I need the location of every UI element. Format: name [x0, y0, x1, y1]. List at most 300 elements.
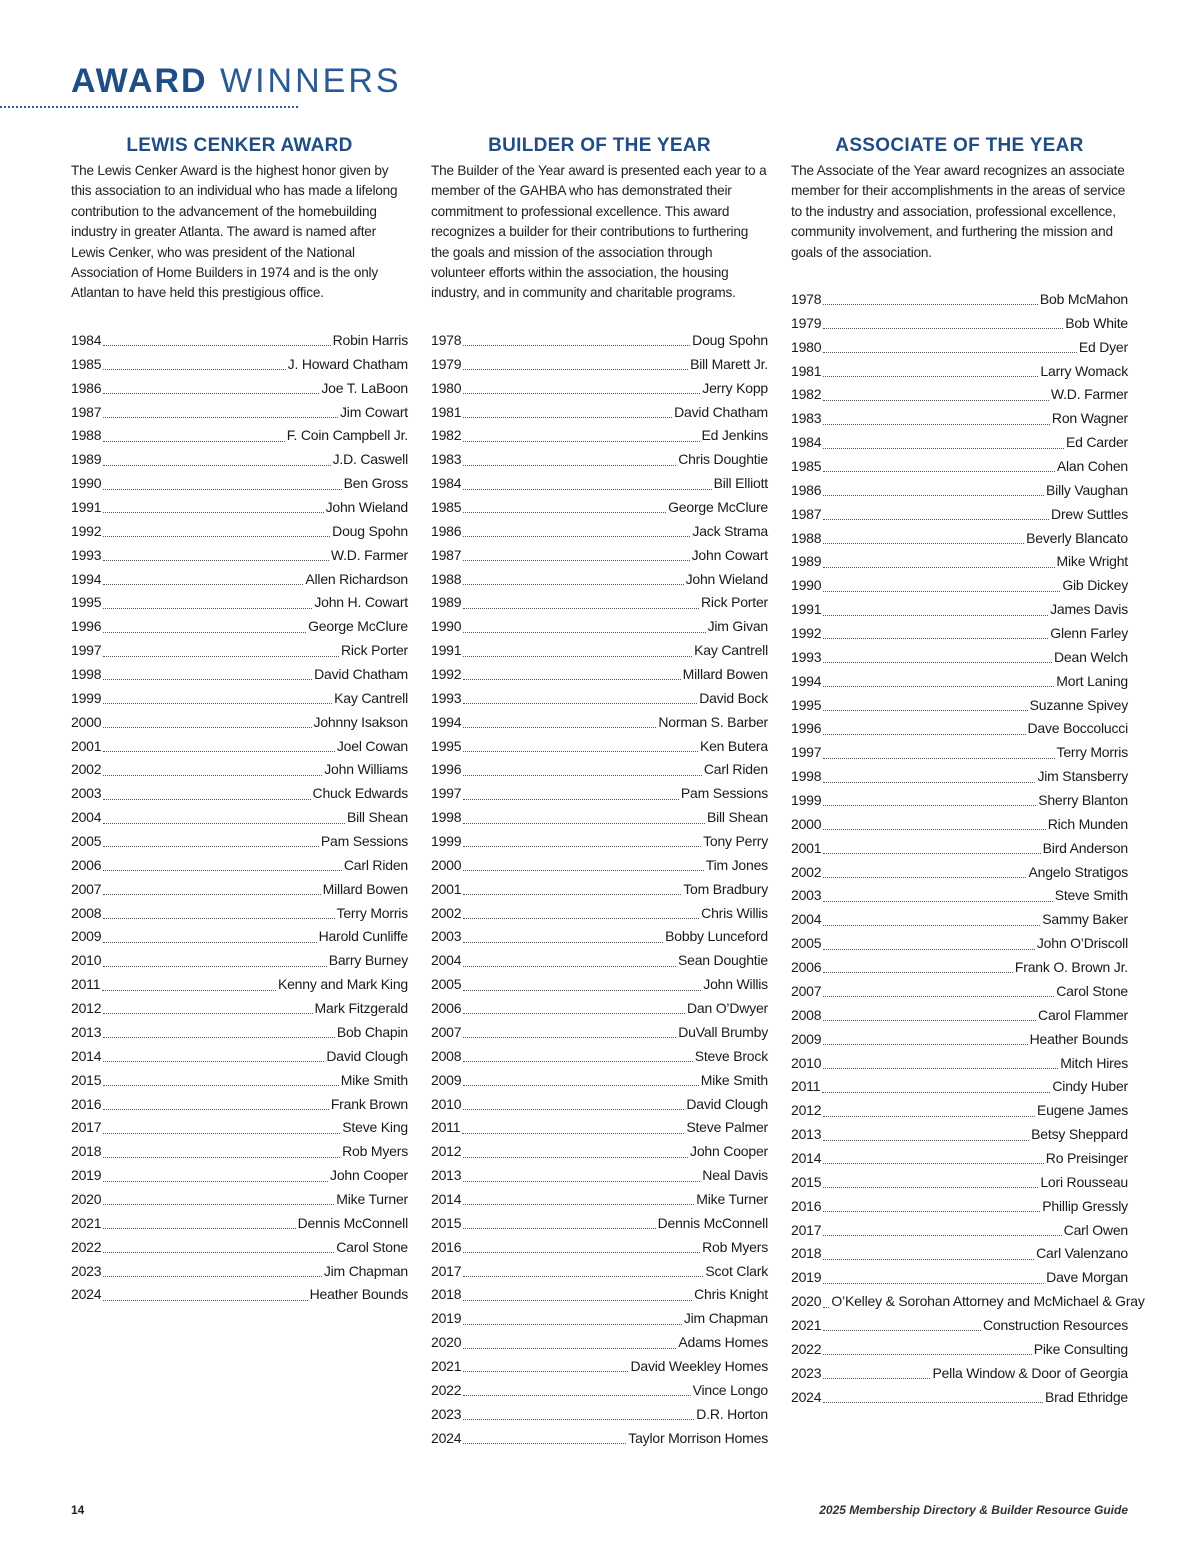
winner-name: Suzanne Spivey — [1029, 696, 1128, 713]
winner-row — [71, 1212, 408, 1236]
winner-row — [431, 711, 768, 735]
winner-name: Terry Morris — [1056, 744, 1128, 761]
associate-of-year-column — [791, 135, 1145, 1405]
winner-name: Bob McMahon — [1039, 291, 1128, 307]
winner-row — [71, 520, 408, 544]
winner-name: Sean Doughtie — [677, 952, 768, 969]
winner-name: Chris Willis — [701, 904, 768, 921]
dot-leader — [823, 1140, 1029, 1141]
dot-leader — [463, 1109, 684, 1110]
winner-year: 2010 — [71, 952, 102, 969]
column-title: BUILDER OF THE YEAR — [488, 135, 711, 156]
dot-leader — [822, 1092, 1050, 1093]
winner-name: Billy Vaughan — [1046, 481, 1128, 498]
dot-leader — [103, 1133, 340, 1134]
winner-row — [431, 615, 768, 639]
winner-row — [791, 431, 1128, 455]
winner-name: Sherry Blanton — [1038, 792, 1128, 809]
winner-year: 2017 — [71, 1119, 102, 1136]
winner-year: 2014 — [791, 1149, 822, 1166]
dot-leader — [823, 1020, 1036, 1021]
winner-name: Mitch Hires — [1060, 1054, 1128, 1071]
winner-name: Mike Turner — [336, 1190, 408, 1207]
winner-year: 2020 — [71, 1190, 102, 1207]
winner-year: 1980 — [431, 379, 462, 396]
winner-name: Chuck Edwards — [312, 785, 408, 802]
winner-year: 1992 — [791, 625, 822, 642]
winner-row — [71, 377, 408, 401]
winner-name: J.D. Caswell — [332, 451, 408, 468]
dot-leader — [823, 877, 1026, 878]
winner-year: 2017 — [431, 1262, 462, 1279]
winner-year: 2011 — [71, 976, 101, 993]
dot-leader — [103, 1085, 338, 1086]
winner-row — [71, 925, 408, 949]
winner-year: 1986 — [791, 481, 822, 498]
winner-year: 1995 — [791, 696, 822, 713]
dot-leader — [103, 775, 322, 776]
dot-leader — [103, 846, 319, 847]
winner-year: 2002 — [791, 863, 822, 880]
dot-leader — [463, 1204, 694, 1205]
winner-name: Tom Bradbury — [683, 880, 768, 897]
winner-row — [431, 568, 768, 592]
winner-year: 1998 — [431, 809, 462, 826]
winner-name: Frank Brown — [330, 1095, 408, 1112]
dot-leader — [823, 1330, 981, 1331]
winner-year: 2018 — [791, 1245, 822, 1262]
winner-year: 2011 — [431, 1119, 461, 1136]
winner-row — [431, 1116, 768, 1140]
winner-row — [71, 663, 408, 687]
winner-name: Carl Valenzano — [1036, 1245, 1128, 1262]
winner-name: Dave Boccolucci — [1027, 720, 1128, 737]
winner-row — [791, 1075, 1128, 1099]
winner-row — [431, 639, 768, 663]
winner-name: Bill Shean — [706, 809, 768, 826]
winner-row — [431, 1355, 768, 1379]
winner-row — [431, 663, 768, 687]
winner-row — [791, 1338, 1128, 1362]
winner-name: Johnny Isakson — [313, 713, 408, 730]
winner-name: Cindy Huber — [1052, 1078, 1128, 1095]
winner-row — [431, 1188, 768, 1212]
winner-row — [791, 1123, 1128, 1147]
winner-row — [71, 329, 408, 353]
dot-leader — [823, 471, 1054, 472]
winner-year: 2013 — [71, 1023, 102, 1040]
winner-name: Jim Cowart — [339, 403, 408, 420]
winner-year: 2001 — [791, 839, 822, 856]
winner-name: Eugene James — [1037, 1102, 1128, 1119]
winner-row — [71, 902, 408, 926]
winner-row — [431, 401, 768, 425]
winner-row — [791, 956, 1128, 980]
winner-name: Allen Richardson — [305, 570, 408, 587]
page-title — [71, 64, 402, 98]
winner-row — [791, 980, 1128, 1004]
winner-year: 2016 — [71, 1095, 102, 1112]
winner-year: 2000 — [431, 856, 462, 873]
dot-leader — [463, 894, 681, 895]
dot-leader — [463, 536, 690, 537]
winner-row — [791, 1004, 1128, 1028]
dot-leader — [103, 727, 311, 728]
winner-year: 2009 — [71, 928, 102, 945]
winner-name: Carol Stone — [336, 1238, 408, 1255]
winner-year: 2008 — [71, 904, 102, 921]
dot-leader — [463, 1300, 692, 1301]
dot-leader — [823, 1402, 1043, 1403]
winner-name: Ed Jenkins — [701, 427, 768, 444]
winner-year: 2007 — [791, 982, 822, 999]
dot-leader — [823, 1259, 1034, 1260]
dot-leader — [463, 1276, 703, 1277]
winner-row — [431, 854, 768, 878]
winner-name: James Davis — [1050, 601, 1128, 618]
winner-name: Construction Resources — [983, 1316, 1128, 1333]
dot-leader — [823, 448, 1064, 449]
winner-name: Mort Laning — [1056, 672, 1128, 689]
winner-name: Sammy Baker — [1042, 911, 1128, 928]
winner-row — [431, 520, 768, 544]
dot-leader — [463, 918, 699, 919]
winner-row — [791, 312, 1128, 336]
winner-year: 1988 — [71, 427, 102, 444]
winner-row — [71, 806, 408, 830]
winner-row — [791, 1099, 1128, 1123]
dot-leader — [823, 519, 1049, 520]
winner-year: 2000 — [791, 815, 822, 832]
winner-row — [71, 830, 408, 854]
dot-leader — [103, 942, 316, 943]
winner-year: 2021 — [431, 1357, 462, 1374]
winner-row — [791, 861, 1128, 885]
dot-leader — [103, 417, 338, 418]
dot-leader — [463, 1157, 688, 1158]
column-description: The Associate of the Year award recognizes an associate member for their accomplishments in the areas of service to the industry and association, professional excellence, community involvement, and furthering the mission and goals of the association. — [791, 163, 1126, 260]
winner-year: 2009 — [431, 1071, 462, 1088]
winners-list — [71, 329, 408, 1307]
dot-leader — [463, 679, 680, 680]
winner-year: 1992 — [431, 666, 462, 683]
dot-leader — [463, 512, 666, 513]
winner-name: Steve Palmer — [686, 1119, 768, 1136]
dot-leader — [823, 972, 1013, 973]
winner-row — [791, 455, 1128, 479]
winner-year: 2016 — [431, 1238, 462, 1255]
winner-year: 2008 — [431, 1047, 462, 1064]
dot-leader — [103, 1037, 334, 1038]
dot-leader — [823, 782, 1035, 783]
winner-row — [431, 735, 768, 759]
page-number: 14 — [71, 1503, 85, 1517]
winner-name: George McClure — [668, 499, 768, 516]
winner-name: Pike Consulting — [1033, 1340, 1128, 1357]
winner-row — [71, 687, 408, 711]
dot-leader — [103, 703, 332, 704]
winner-name: Jerry Kopp — [702, 379, 768, 396]
winner-year: 1998 — [791, 768, 822, 785]
winner-row — [431, 1140, 768, 1164]
dot-leader — [103, 632, 306, 633]
winner-year: 1996 — [71, 618, 102, 635]
winner-year: 1987 — [791, 505, 822, 522]
winner-name: Chris Knight — [694, 1286, 768, 1303]
winner-row — [431, 902, 768, 926]
dot-leader — [103, 823, 345, 824]
winner-name: Glenn Farley — [1050, 625, 1128, 642]
winner-year: 2015 — [791, 1173, 822, 1190]
winner-name: Pam Sessions — [320, 833, 408, 850]
winner-row — [71, 1236, 408, 1260]
winner-row — [431, 1236, 768, 1260]
dot-leader — [823, 591, 1060, 592]
winner-name: Carol Stone — [1056, 982, 1128, 999]
winner-row — [71, 1045, 408, 1069]
winner-year: 1999 — [431, 833, 462, 850]
winner-year: 1984 — [791, 434, 822, 451]
winner-year: 2012 — [71, 1000, 102, 1017]
winner-row — [71, 949, 408, 973]
winner-name: Dean Welch — [1053, 648, 1128, 665]
dot-leader — [103, 584, 303, 585]
winner-name: Jack Strama — [692, 522, 768, 539]
winner-row — [431, 1021, 768, 1045]
dot-leader — [463, 345, 690, 346]
winner-year: 1985 — [71, 355, 102, 372]
winner-year: 2003 — [791, 887, 822, 904]
winner-year: 2006 — [431, 1000, 462, 1017]
dot-leader — [823, 710, 1027, 711]
dot-leader — [823, 615, 1048, 616]
winner-name: Bird Anderson — [1042, 839, 1128, 856]
winner-year: 1990 — [71, 475, 102, 492]
winner-row — [791, 407, 1128, 431]
winner-name: Dave Morgan — [1046, 1269, 1128, 1286]
dot-leader — [823, 328, 1063, 329]
winner-name: Kenny and Mark King — [277, 976, 408, 993]
winner-year: 2000 — [71, 713, 102, 730]
dot-leader — [103, 1157, 340, 1158]
winner-year: 2013 — [791, 1126, 822, 1143]
dot-leader — [463, 560, 689, 561]
dot-leader — [103, 1204, 334, 1205]
winner-name: Frank O. Brown Jr. — [1014, 959, 1128, 976]
winner-year: 2014 — [71, 1047, 102, 1064]
winner-row — [431, 1069, 768, 1093]
dot-leader — [102, 990, 276, 991]
winner-year: 2019 — [791, 1269, 822, 1286]
winner-name: Carl Riden — [703, 761, 768, 778]
winner-name: Jim Chapman — [683, 1310, 768, 1327]
dot-leader — [463, 632, 705, 633]
winner-name: Barry Burney — [328, 952, 408, 969]
winner-year: 2018 — [431, 1286, 462, 1303]
lewis-cenker-column — [71, 135, 408, 1303]
dot-leader — [463, 489, 711, 490]
winner-year: 2015 — [71, 1071, 102, 1088]
winner-year: 2012 — [791, 1102, 822, 1119]
winner-row — [71, 973, 408, 997]
winner-name: John Wieland — [325, 499, 408, 516]
winner-row — [791, 1290, 1145, 1314]
winner-name: Dan O’Dwyer — [686, 1000, 768, 1017]
winner-row — [791, 646, 1128, 670]
winner-name: John H. Cowart — [314, 594, 408, 611]
winner-row — [431, 687, 768, 711]
winner-name: Millard Bowen — [682, 666, 768, 683]
dot-leader — [103, 870, 342, 871]
winner-year: 1984 — [431, 475, 462, 492]
winner-year: 1993 — [791, 648, 822, 665]
dot-leader — [103, 1013, 312, 1014]
dot-leader — [823, 829, 1045, 830]
winner-row — [71, 1069, 408, 1093]
winner-name: Bobby Lunceford — [665, 928, 768, 945]
winner-row — [791, 360, 1128, 384]
winner-row — [431, 424, 768, 448]
winner-name: Betsy Sheppard — [1031, 1126, 1128, 1143]
dot-leader — [103, 1300, 307, 1301]
winner-row — [431, 806, 768, 830]
winner-year: 2005 — [791, 935, 822, 952]
dot-leader — [823, 1044, 1027, 1045]
winner-name: Rich Munden — [1047, 815, 1128, 832]
dot-leader — [463, 823, 705, 824]
winner-row — [791, 288, 1128, 312]
winner-row — [71, 878, 408, 902]
winner-name: Harold Cunliffe — [318, 928, 408, 945]
winner-row — [71, 1260, 408, 1284]
winner-row — [791, 1171, 1128, 1195]
winner-year: 1979 — [791, 314, 822, 331]
winner-year: 1983 — [431, 451, 462, 468]
winner-year: 1990 — [431, 618, 462, 635]
winner-row — [431, 329, 768, 353]
winner-year: 1986 — [431, 522, 462, 539]
dot-leader — [823, 1187, 1038, 1188]
dot-leader — [103, 465, 330, 466]
dot-leader — [463, 608, 699, 609]
winner-year: 2004 — [791, 911, 822, 928]
page-title-light: WINNERS — [220, 62, 402, 100]
winner-year: 2015 — [431, 1214, 462, 1231]
winner-year: 1997 — [791, 744, 822, 761]
dot-leader — [463, 846, 701, 847]
dot-leader — [463, 1181, 700, 1182]
winner-name: Adams Homes — [678, 1334, 768, 1351]
winner-row — [791, 837, 1128, 861]
winner-name: David Chatham — [314, 666, 408, 683]
winner-name: Ro Preisinger — [1045, 1149, 1128, 1166]
winner-row — [71, 496, 408, 520]
dot-leader — [823, 901, 1052, 902]
guide-title: 2025 Membership Directory & Builder Resource Guide — [819, 1503, 1128, 1517]
winner-name: Steve Brock — [694, 1047, 768, 1064]
dot-leader — [103, 441, 284, 442]
dot-leader — [823, 1211, 1040, 1212]
dot-leader — [823, 400, 1049, 401]
dot-leader — [823, 352, 1076, 353]
dot-leader — [103, 536, 330, 537]
winner-name: Mike Wright — [1056, 553, 1128, 570]
winner-row — [71, 1116, 408, 1140]
winner-name: Brad Ethridge — [1044, 1388, 1128, 1405]
dot-leader — [463, 727, 656, 728]
winner-row — [791, 1242, 1128, 1266]
winner-year: 1989 — [71, 451, 102, 468]
winner-row — [71, 424, 408, 448]
dot-leader — [463, 417, 672, 418]
winner-year: 1982 — [431, 427, 462, 444]
winner-name: David Clough — [686, 1095, 768, 1112]
winner-row — [791, 527, 1128, 551]
winner-row — [431, 591, 768, 615]
dot-leader — [823, 1163, 1043, 1164]
winner-name: Bill Marett Jr. — [690, 355, 768, 372]
winner-year: 1982 — [791, 386, 822, 403]
winner-name: Chris Doughtie — [678, 451, 768, 468]
winner-name: Carol Flammer — [1038, 1006, 1128, 1023]
winner-row — [791, 1362, 1128, 1386]
winner-row — [71, 639, 408, 663]
winner-year: 1994 — [791, 672, 822, 689]
winner-year: 2007 — [431, 1023, 462, 1040]
winner-row — [431, 1260, 768, 1284]
dot-leader — [823, 638, 1048, 639]
winner-row — [71, 353, 408, 377]
winner-name: David Weekley Homes — [630, 1357, 768, 1374]
dot-leader — [463, 441, 699, 442]
winner-name: Gib Dickey — [1062, 577, 1128, 594]
winner-name: Tim Jones — [705, 856, 768, 873]
dot-leader — [463, 465, 676, 466]
winner-name: Rob Myers — [702, 1238, 768, 1255]
winners-list — [791, 288, 1145, 1409]
dot-leader — [463, 393, 700, 394]
winner-name: Bill Shean — [346, 809, 408, 826]
winner-row — [791, 479, 1128, 503]
winner-name: D.R. Horton — [696, 1405, 768, 1422]
dot-leader — [103, 512, 323, 513]
winner-row — [71, 448, 408, 472]
winner-name: Pam Sessions — [680, 785, 768, 802]
winner-year: 1978 — [791, 291, 822, 307]
builder-of-year-column — [431, 135, 768, 1446]
winner-row — [71, 1093, 408, 1117]
winner-row — [791, 908, 1128, 932]
winner-year: 2013 — [431, 1167, 462, 1184]
winner-year: 2001 — [431, 880, 462, 897]
winner-year: 1981 — [791, 362, 822, 379]
winner-name: Doug Spohn — [692, 332, 768, 348]
winner-name: John Cowart — [691, 546, 768, 563]
winner-name: Steve King — [342, 1119, 408, 1136]
dot-leader — [463, 870, 703, 871]
winner-name: F. Coin Campbell Jr. — [286, 427, 408, 444]
dot-leader — [463, 1013, 685, 1014]
winner-year: 2018 — [71, 1143, 102, 1160]
winner-row — [791, 694, 1128, 718]
winner-row — [71, 615, 408, 639]
dot-leader — [103, 393, 319, 394]
winner-year: 2001 — [71, 737, 102, 754]
winner-name: Larry Womack — [1040, 362, 1128, 379]
dot-leader — [103, 560, 329, 561]
winner-row — [431, 496, 768, 520]
dot-leader — [463, 1252, 700, 1253]
